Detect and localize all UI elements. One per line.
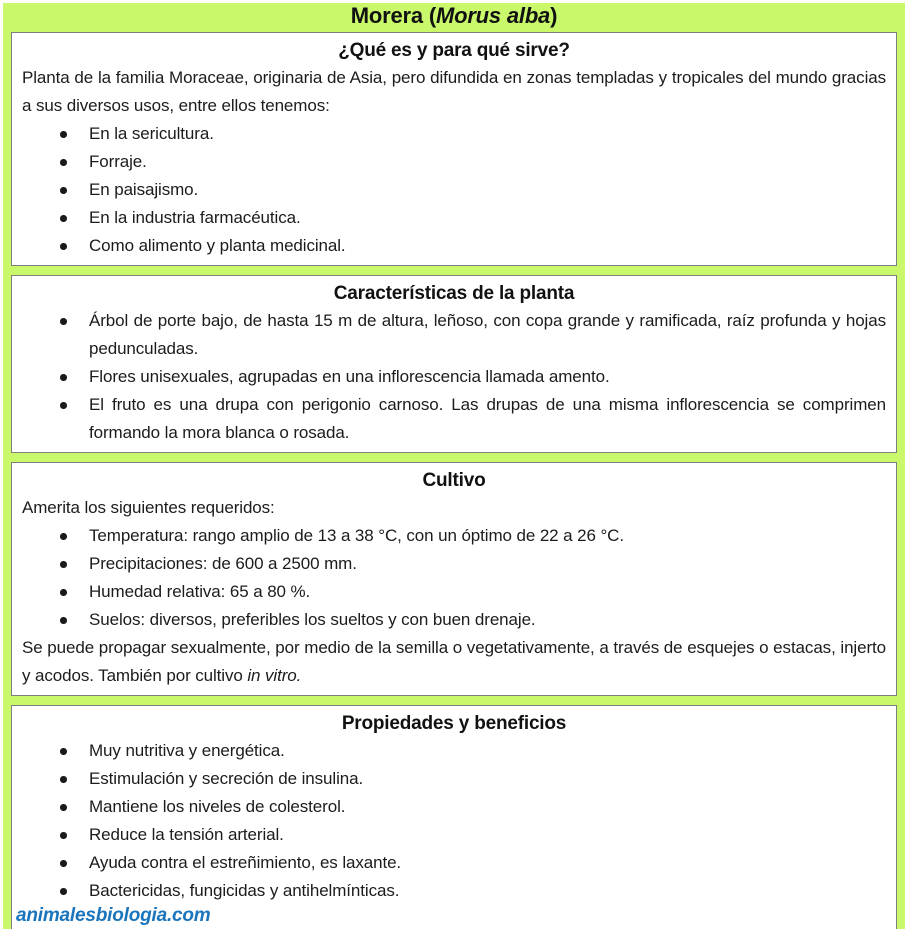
list-item: Humedad relativa: 65 a 80 %. <box>22 578 886 606</box>
section-outro <box>22 634 886 690</box>
list-item: Mantiene los niveles de colesterol. <box>22 793 886 821</box>
section-heading: Cultivo <box>422 470 486 491</box>
list-item: Estimulación y secreción de insulina. <box>22 765 886 793</box>
bullet-list <box>22 307 886 447</box>
list-item: Ayuda contra el estreñimiento, es laxante. <box>22 849 886 877</box>
site-credit: animalesbiologia.com <box>16 905 211 926</box>
list-item: Flores unisexuales, agrupadas en una inflorescencia llamada amento. <box>22 363 886 391</box>
section-propiedades <box>11 705 897 929</box>
title-text: Morera ( <box>350 3 436 28</box>
list-item: Árbol de porte bajo, de hasta 15 m de altura, leñoso, con copa grande y ramificada, raíz profunda y hojas pedunculadas. <box>22 307 886 363</box>
list-item: Muy nutritiva y energética. <box>22 737 886 765</box>
list-item: Como alimento y planta medicinal. <box>22 232 886 260</box>
list-item: Precipitaciones: de 600 a 2500 mm. <box>22 550 886 578</box>
list-item: Reduce la tensión arterial. <box>22 821 886 849</box>
outro-text: Se puede propagar sexualmente, por medio de la semilla o vegetativamente, a través de esquejes o estacas, injerto y acodos. También por cultivo <box>22 638 886 685</box>
list-item: Bactericidas, fungicidas y antihelmínticas. <box>22 877 886 905</box>
bullet-list <box>22 522 886 634</box>
outro-latin-term: in vitro. <box>247 666 302 685</box>
bullet-list <box>22 120 886 260</box>
section-heading: Características de la planta <box>333 283 575 304</box>
title-close-paren: ) <box>550 3 558 28</box>
bullet-list <box>22 737 886 905</box>
page-title <box>3 3 905 29</box>
section-caracteristicas <box>11 275 897 453</box>
list-item: Forraje. <box>22 148 886 176</box>
section-cultivo <box>11 462 897 696</box>
list-item: El fruto es una drupa con perigonio carnoso. Las drupas de una misma inflorescencia se comprimen formando la mora blanca o rosada. <box>22 391 886 447</box>
list-item: Temperatura: rango amplio de 13 a 38 °C, con un óptimo de 22 a 26 °C. <box>22 522 886 550</box>
list-item: En la industria farmacéutica. <box>22 204 886 232</box>
list-item: Suelos: diversos, preferibles los sueltos y con buen drenaje. <box>22 606 886 634</box>
list-item: En la sericultura. <box>22 120 886 148</box>
section-heading: Propiedades y beneficios <box>341 713 567 734</box>
section-que-es <box>11 32 897 266</box>
title-latin-name: Morus alba <box>435 3 551 28</box>
section-intro: Planta de la familia Moraceae, originaria de Asia, pero difundida en zonas templadas y tropicales del mundo gracias a sus diversos usos, entre ellos tenemos: <box>22 68 886 115</box>
list-item: En paisajismo. <box>22 176 886 204</box>
info-sheet <box>3 3 905 929</box>
section-heading: ¿Qué es y para qué sirve? <box>338 40 570 61</box>
section-intro: Amerita los siguientes requeridos: <box>22 498 275 517</box>
